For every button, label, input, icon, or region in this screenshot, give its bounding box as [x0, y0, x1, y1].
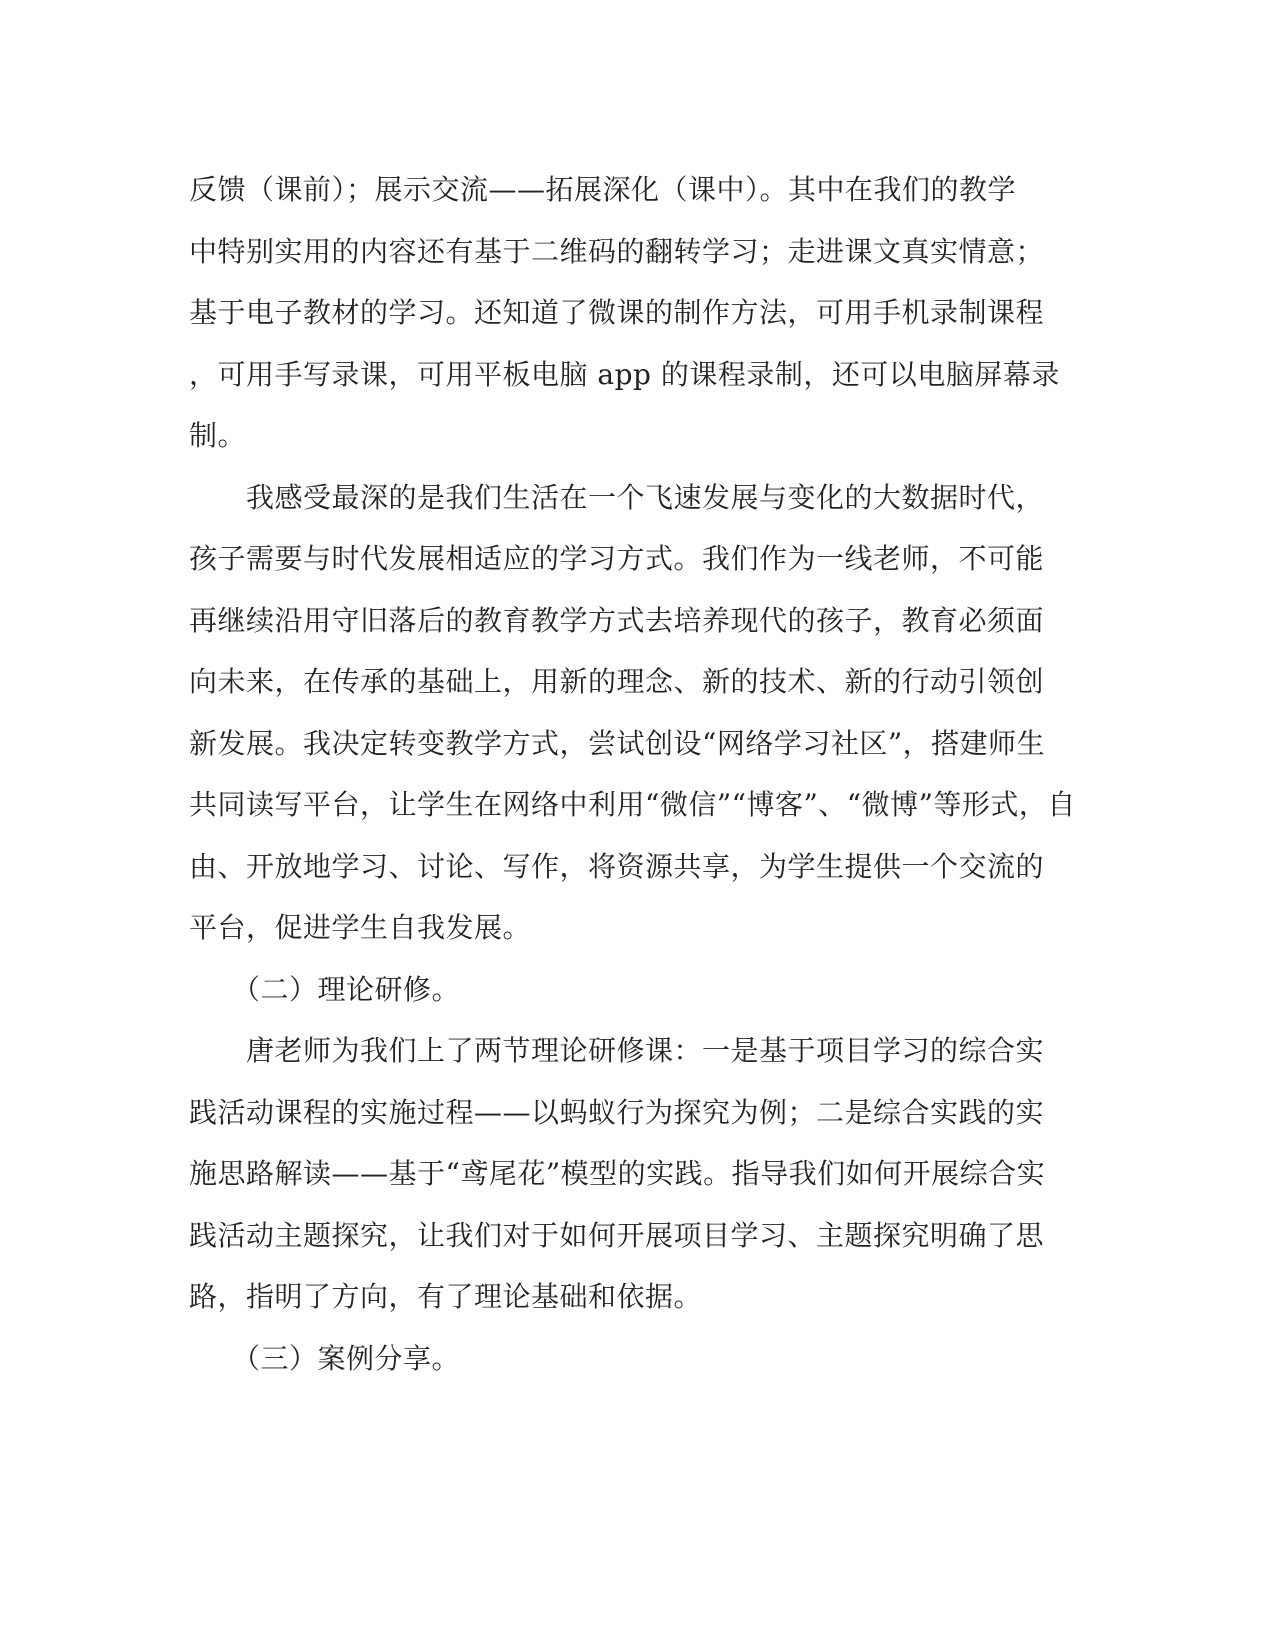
document-body	[189, 159, 1074, 1389]
text-line: 基于电子教材的学习。还知道了微课的制作方法，可用手机录制课程	[189, 296, 1045, 329]
text-line: 施思路解读——基于“鸢尾花”模型的实践。指导我们如何开展综合实	[189, 1157, 1046, 1190]
text-line: 共同读写平台，让学生在网络中利用“微信”“博客”、“微博”等形式，自	[189, 788, 1076, 821]
text-line: 践活动主题探究，让我们对于如何开展项目学习、主题探究明确了思	[189, 1218, 1045, 1252]
text-line: 路，指明了方向，有了理论基础和依据。	[189, 1280, 703, 1313]
text-line: 践活动课程的实施过程——以蚂蚁行为探究为例；二是综合实践的实	[189, 1095, 1045, 1129]
text-line: 制。	[189, 419, 247, 452]
text-line: 平台，促进学生自我发展。	[189, 911, 532, 944]
text-line: 由、开放地学习、讨论、写作，将资源共享，为学生提供一个交流的	[189, 849, 1045, 883]
text-line: 中特别实用的内容还有基于二维码的翻转学习；走进课文真实情意；	[189, 234, 1045, 268]
text-line: 唐老师为我们上了两节理论研修课：一是基于项目学习的综合实	[189, 1034, 1045, 1067]
text-line: 新发展。我决定转变教学方式，尝试创设“网络学习社区”，搭建师生	[189, 726, 1046, 760]
text-line: 反馈（课前）；展示交流——拓展深化（课中）。其中在我们的教学	[189, 173, 1017, 206]
section-heading: （三）案例分享。	[189, 1341, 461, 1375]
text-line: 孩子需要与时代发展相适应的学习方式。我们作为一线老师，不可能	[189, 542, 1045, 575]
text-line: ，可用手写录课，可用平板电脑 app 的课程录制，还可以电脑屏幕录	[189, 357, 1060, 391]
text-line: 向未来，在传承的基础上，用新的理念、新的技术、新的行动引领创	[189, 665, 1045, 698]
text-line: 我感受最深的是我们生活在一个飞速发展与变化的大数据时代，	[189, 480, 1045, 514]
section-heading: （二）理论研修。	[189, 972, 461, 1006]
text-line: 再继续沿用守旧落后的教育教学方式去培养现代的孩子，教育必须面	[189, 603, 1045, 637]
